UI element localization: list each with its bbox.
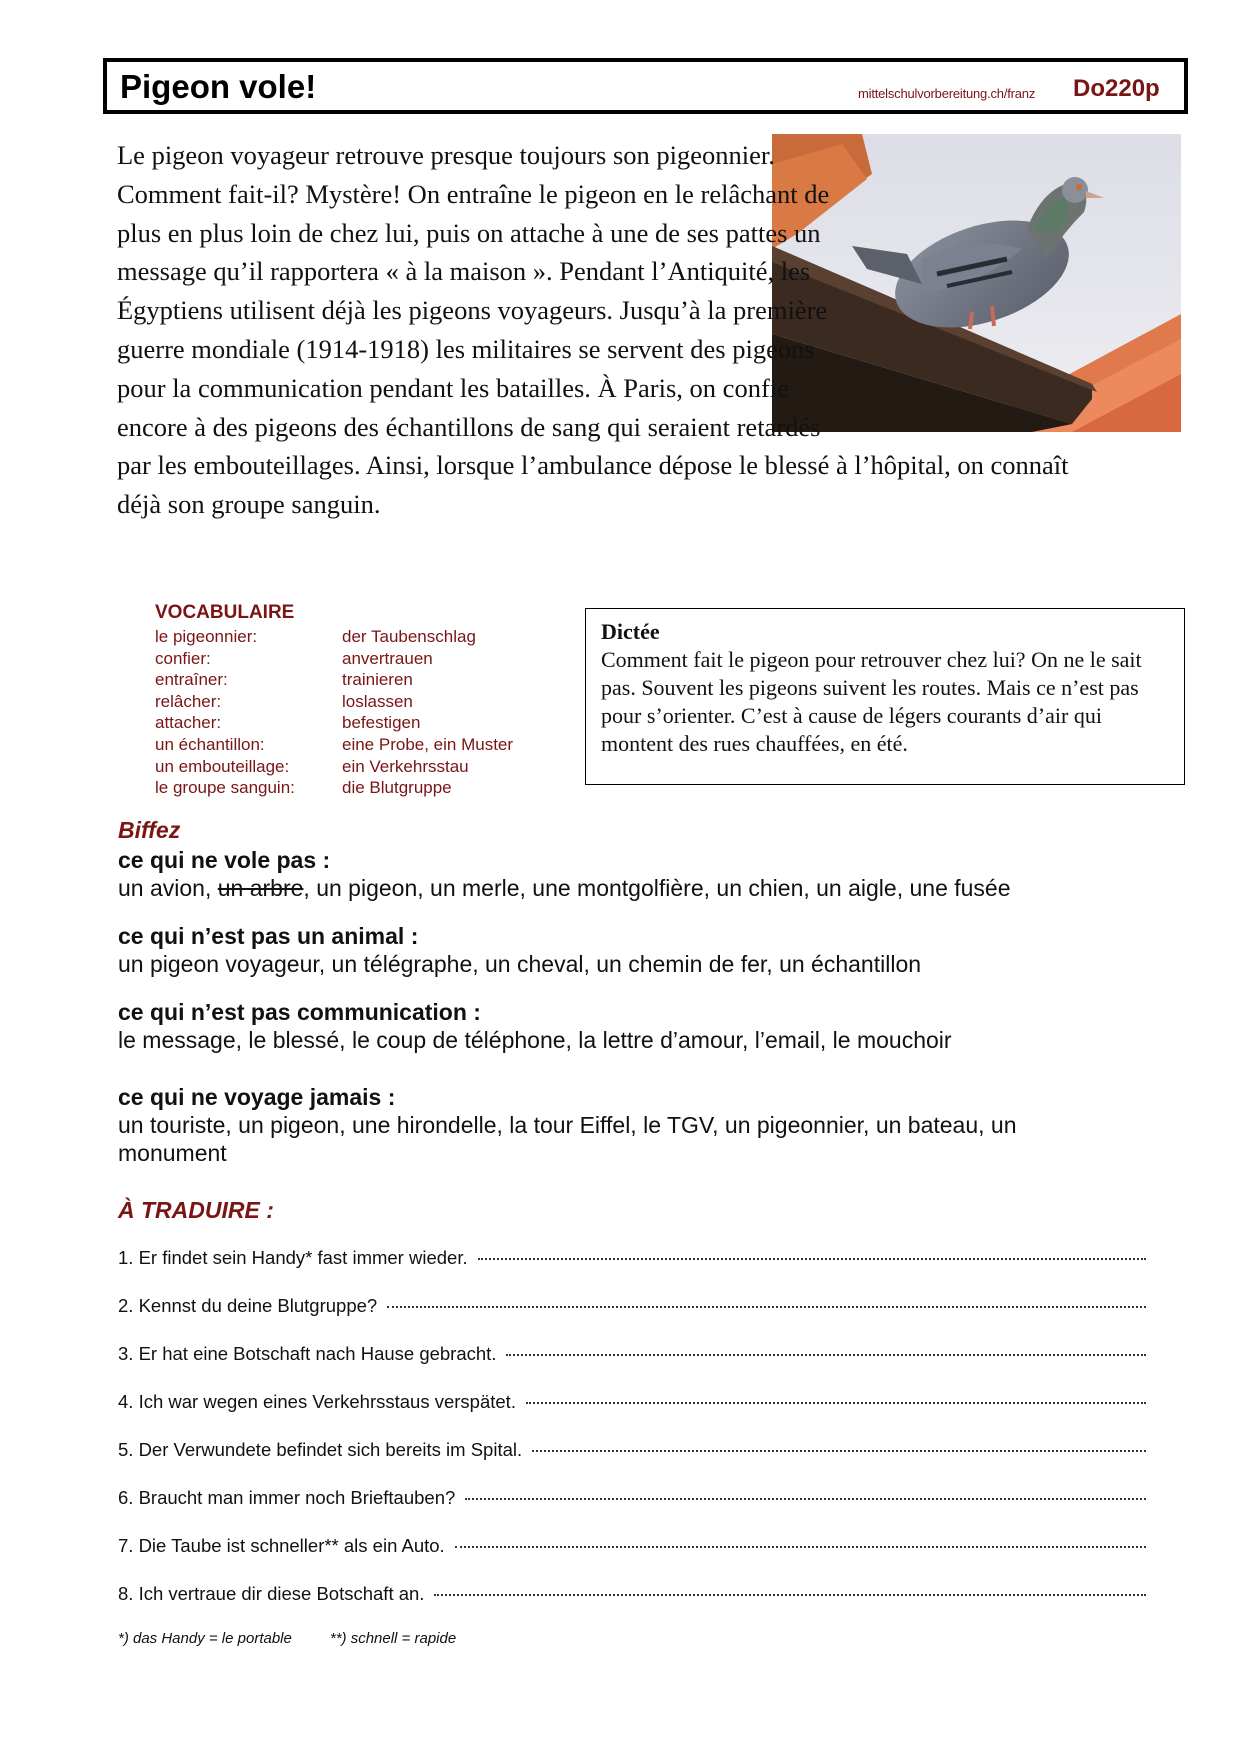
- translation-sentence: 4. Ich war wegen eines Verkehrsstaus verspätet.: [118, 1391, 516, 1412]
- vocab-row: [155, 777, 575, 799]
- vocab-row: [155, 669, 575, 691]
- photo-spacer: [854, 136, 1072, 446]
- translation-item[interactable]: [118, 1391, 1146, 1413]
- translation-item[interactable]: [118, 1295, 1146, 1317]
- translation-item[interactable]: [118, 1343, 1146, 1365]
- vocab-row: [155, 712, 575, 734]
- answer-line[interactable]: [506, 1353, 1146, 1356]
- vocab-row: [155, 626, 575, 648]
- biffez-title: Biffez: [118, 817, 181, 843]
- answer-line[interactable]: [387, 1305, 1146, 1308]
- traduire-title: À TRADUIRE :: [118, 1197, 274, 1223]
- vocab-row: [155, 648, 575, 670]
- biffez-group: [118, 998, 1118, 1054]
- vocabulary-section: [155, 602, 575, 799]
- group-title: ce qui n’est pas communication :: [118, 999, 481, 1025]
- vocab-french: entraîner:: [155, 670, 228, 690]
- dictee-title: Dictée: [601, 619, 660, 644]
- translation-sentence: 6. Braucht man immer noch Brieftauben?: [118, 1487, 456, 1508]
- vocab-row: [155, 691, 575, 713]
- vocab-german: loslassen: [342, 691, 413, 711]
- group-items[interactable]: [118, 874, 1118, 902]
- vocab-french: le pigeonnier:: [155, 627, 258, 646]
- translation-sentence: 7. Die Taube ist schneller** als ein Auto.: [118, 1535, 445, 1556]
- translation-sentence: 8. Ich vertraue dir diese Botschaft an.: [118, 1583, 425, 1604]
- vocab-german: anvertrauen: [342, 648, 433, 668]
- dictee-text: Comment fait le pigeon pour retrouver chez lui? On ne le sait pas. Souvent les pigeons suivent les routes. Mais ce n’est pas pour s’orienter. C’est à cause de légers courants d’air qui montent des rues chauffées, en été.: [601, 647, 1142, 756]
- biffez-group: [118, 1083, 1118, 1167]
- answer-line[interactable]: [526, 1401, 1146, 1404]
- vocab-german: befestigen: [342, 713, 421, 733]
- biffez-group: [118, 922, 1118, 978]
- translation-item[interactable]: [118, 1487, 1146, 1509]
- translation-item[interactable]: [118, 1583, 1146, 1605]
- vocab-row: [155, 756, 575, 778]
- vocab-row: [155, 734, 575, 756]
- group-title: ce qui n’est pas un animal :: [118, 923, 419, 949]
- vocabulary-title: VOCABULAIRE: [155, 602, 295, 623]
- page-title: Pigeon vole!: [120, 68, 317, 105]
- footnote-first: *) das Handy = le portable: [118, 1630, 292, 1647]
- translation-sentence: 2. Kennst du deine Blutgruppe?: [118, 1295, 378, 1316]
- group-items[interactable]: un touriste, un pigeon, une hirondelle, la tour Eiffel, le TGV, un pigeonnier, un bateau, un monument: [118, 1112, 1017, 1166]
- vocab-french: confier:: [155, 648, 211, 668]
- group-title: ce qui ne vole pas :: [118, 847, 331, 873]
- vocab-german: trainieren: [342, 670, 413, 690]
- translation-sentence: 1. Er findet sein Handy* fast immer wieder.: [118, 1247, 468, 1268]
- footnotes: [118, 1630, 456, 1647]
- vocab-french: relâcher:: [155, 691, 222, 711]
- vocab-german: eine Probe, ein Muster: [342, 734, 514, 754]
- vocab-french: un échantillon:: [155, 734, 265, 754]
- translation-item[interactable]: [118, 1535, 1146, 1557]
- intro-paragraph: [117, 136, 1072, 524]
- translation-sentence: 5. Der Verwundete befindet sich bereits im Spital.: [118, 1439, 523, 1460]
- answer-line[interactable]: [478, 1257, 1146, 1260]
- header-box: [103, 58, 1188, 114]
- answer-line[interactable]: [455, 1545, 1146, 1548]
- group-items[interactable]: le message, le blessé, le coup de téléphone, la lettre d’amour, l’email, le mouchoir: [118, 1027, 952, 1053]
- vocab-german: die Blutgruppe: [342, 778, 452, 798]
- vocab-french: attacher:: [155, 713, 222, 733]
- biffez-group: [118, 846, 1118, 902]
- translation-item[interactable]: [118, 1247, 1146, 1269]
- translation-sentence: 3. Er hat eine Botschaft nach Hause gebracht.: [118, 1343, 497, 1364]
- answer-line[interactable]: [434, 1593, 1146, 1596]
- group-title: ce qui ne voyage jamais :: [118, 1084, 396, 1110]
- vocab-french: un embouteillage:: [155, 756, 290, 776]
- items-after[interactable]: , un pigeon, un merle, une montgolfière, un chien, un aigle, une fusée: [303, 875, 1011, 901]
- answer-line[interactable]: [532, 1449, 1146, 1452]
- document-code: Do220p: [1073, 75, 1160, 102]
- vocab-german: ein Verkehrsstau: [342, 756, 469, 776]
- items-before[interactable]: un avion,: [118, 875, 218, 901]
- footnote-second: **) schnell = rapide: [329, 1630, 457, 1647]
- dictee-box: [585, 608, 1185, 785]
- site-url: mittelschulvorbereitung.ch/franz: [858, 86, 1036, 101]
- struck-item[interactable]: un arbre: [217, 875, 304, 901]
- answer-line[interactable]: [465, 1497, 1146, 1500]
- intro-text: Le pigeon voyageur retrouve presque toujours son pigeonnier. Comment fait-il? Mystère! On entraîne le pigeon en le relâchant de plus en plus loin de chez lui, puis on attache à une de ses pattes un message qu’il rapportera « à la maison ». Pendant l’Antiquité, les Égyptiens utilisent déjà les pigeons voyageurs. Jusqu’à la première guerre mondiale (1914-1918) les militaires se servent des pigeons pour la communication pendant les batailles. À Paris, on confie encore à des pigeons des échantillons de sang qui seraient retardés par les embouteillages. Ainsi, lorsque l’ambulance dépose le blessé à l’hôpital, on connaît déjà son groupe sanguin.: [117, 140, 1069, 520]
- vocab-german: der Taubenschlag: [342, 627, 476, 646]
- vocab-french: le groupe sanguin:: [155, 778, 295, 798]
- group-items[interactable]: un pigeon voyageur, un télégraphe, un cheval, un chemin de fer, un échantillon: [118, 951, 922, 977]
- translation-item[interactable]: [118, 1439, 1146, 1461]
